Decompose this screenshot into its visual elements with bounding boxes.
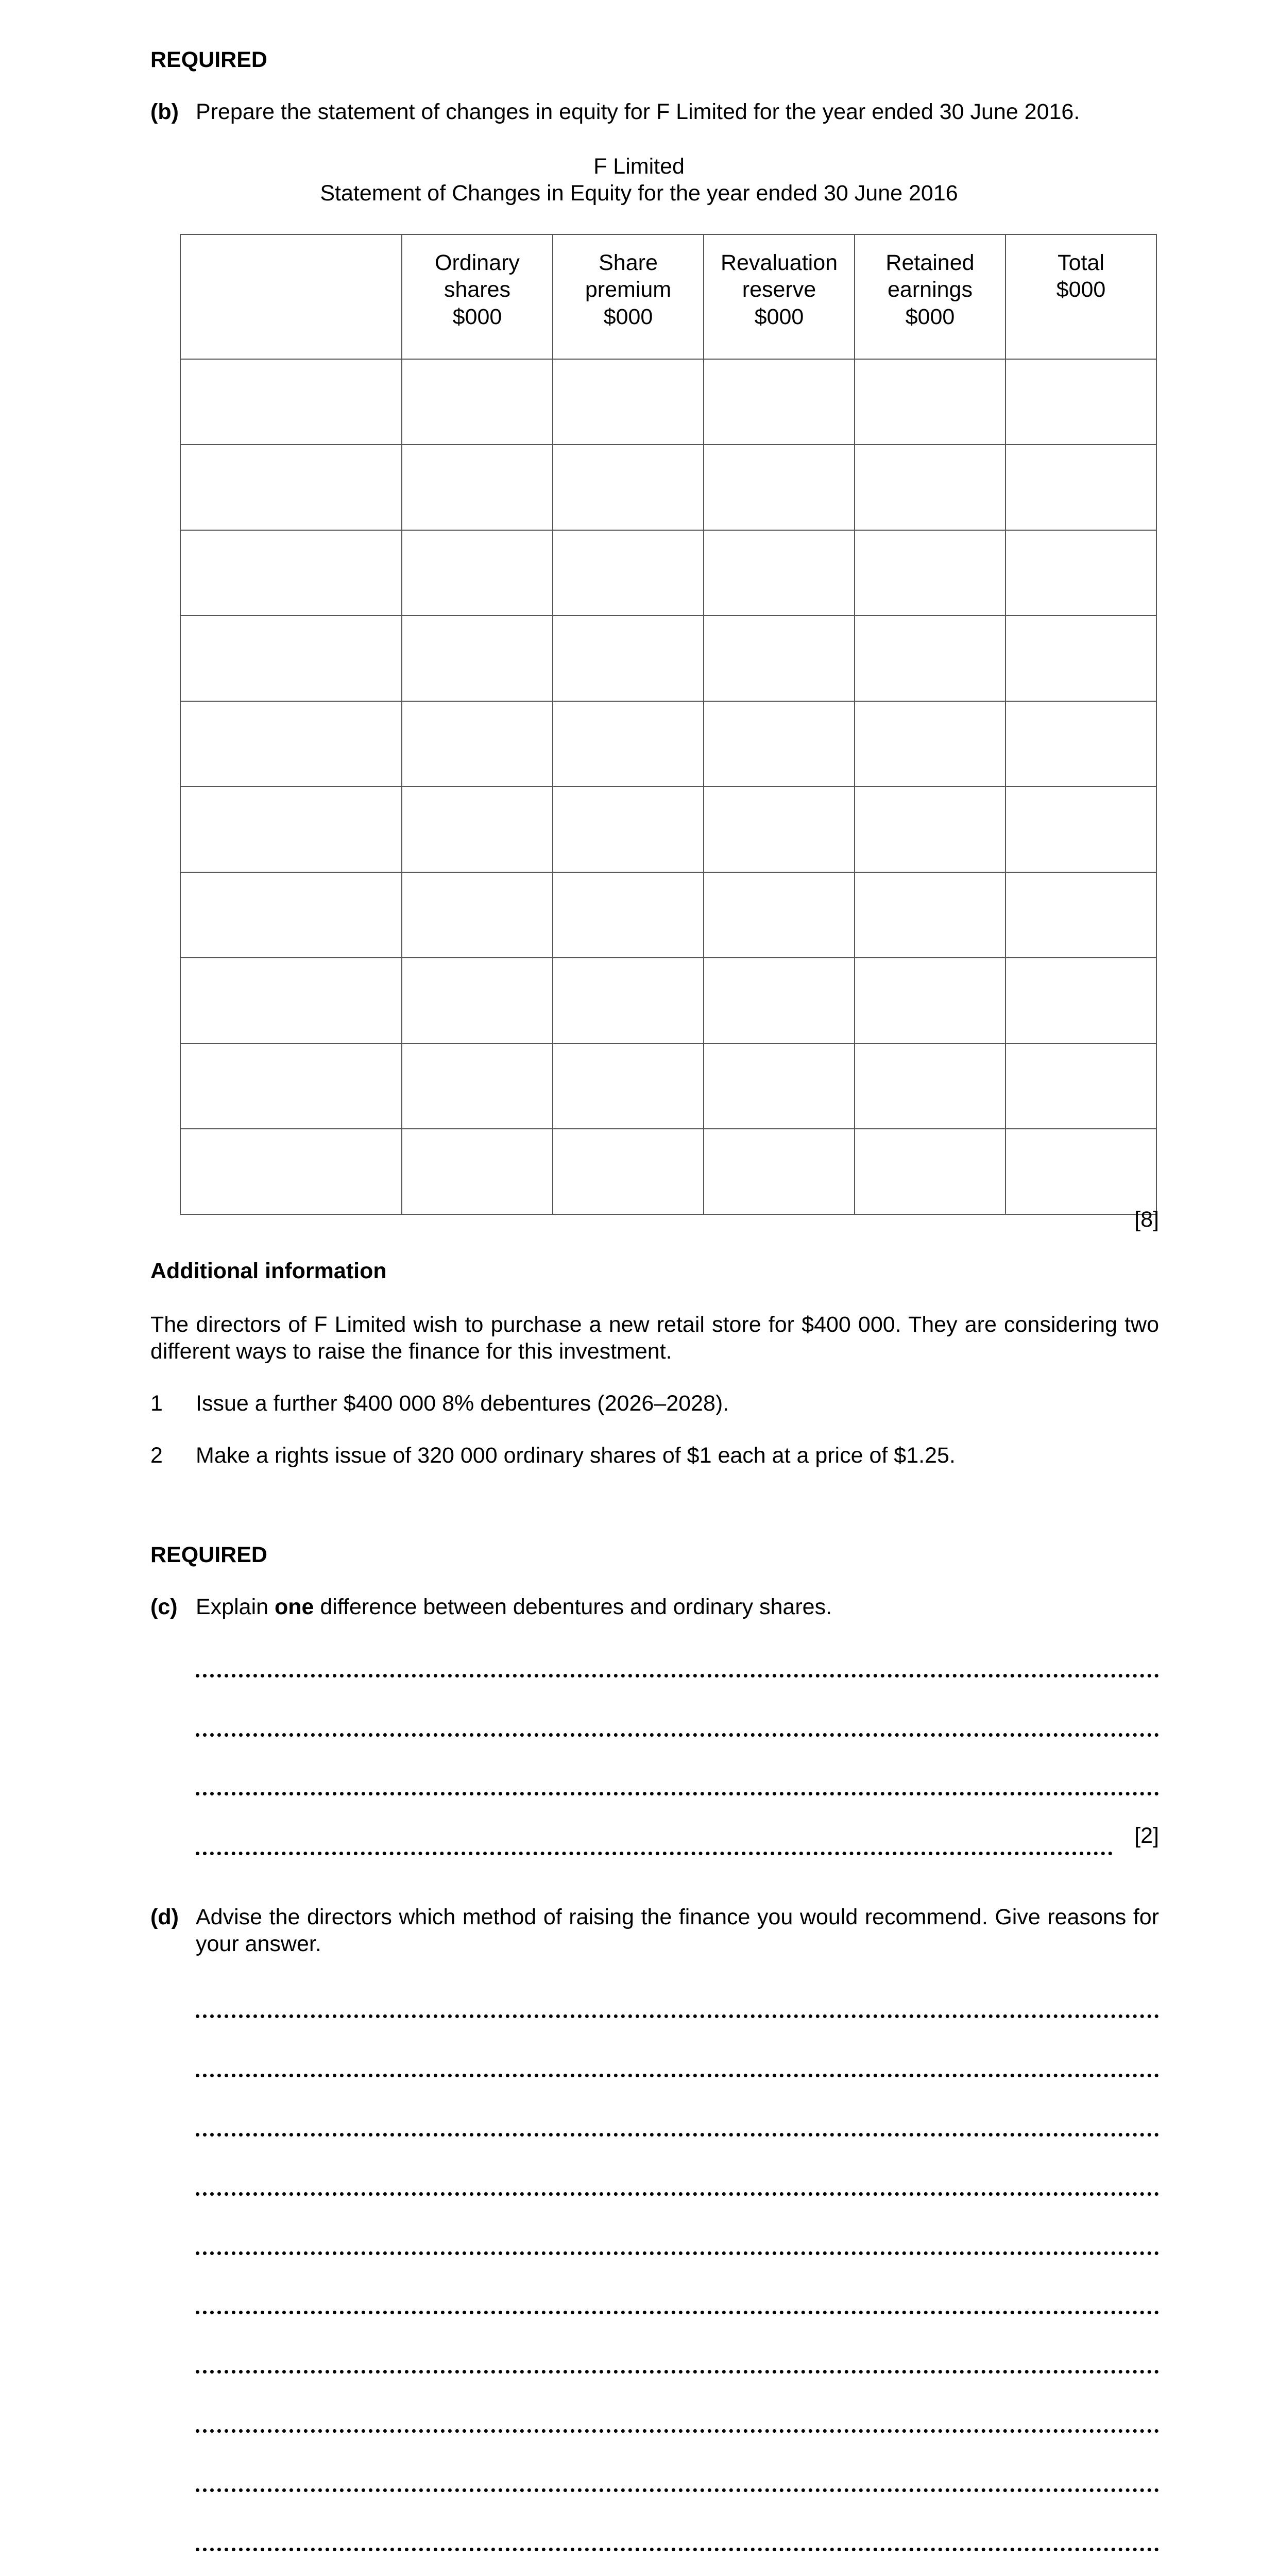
answer-cell[interactable]: [1006, 1043, 1156, 1129]
answer-line-d6[interactable]: [196, 2311, 1159, 2314]
answer-line-c4[interactable]: [196, 1852, 1113, 1855]
option-1-number: 1: [150, 1391, 163, 1416]
answer-cell[interactable]: [1006, 701, 1156, 787]
answer-cell[interactable]: [180, 359, 402, 445]
option-2-number: 2: [150, 1443, 163, 1468]
answer-line-d1[interactable]: [196, 2014, 1159, 2018]
answer-cell[interactable]: [402, 445, 553, 530]
answer-cell[interactable]: [855, 530, 1006, 616]
company-name: F Limited: [593, 154, 685, 179]
answer-cell[interactable]: [553, 1043, 704, 1129]
required-heading-2: REQUIRED: [150, 1543, 267, 1567]
answer-line-d8[interactable]: [196, 2429, 1159, 2433]
answer-cell[interactable]: [1006, 1129, 1156, 1214]
column-header-revaluation-reserve: Revaluation reserve $000: [704, 234, 855, 359]
answer-cell[interactable]: [704, 787, 855, 872]
answer-cell[interactable]: [855, 445, 1006, 530]
answer-cell[interactable]: [180, 1129, 402, 1214]
answer-cell[interactable]: [180, 787, 402, 872]
answer-cell[interactable]: [1006, 616, 1156, 701]
answer-cell[interactable]: [855, 359, 1006, 445]
answer-cell[interactable]: [855, 872, 1006, 958]
answer-line-d10[interactable]: [196, 2548, 1159, 2551]
answer-line-c3[interactable]: [196, 1792, 1159, 1795]
answer-cell[interactable]: [402, 958, 553, 1043]
answer-cell[interactable]: [704, 359, 855, 445]
answer-cell[interactable]: [553, 530, 704, 616]
table-row: [180, 1129, 1156, 1214]
answer-cell[interactable]: [180, 616, 402, 701]
table-row: [180, 787, 1156, 872]
answer-cell[interactable]: [855, 701, 1006, 787]
answer-line-d7[interactable]: [196, 2370, 1159, 2374]
answer-cell[interactable]: [704, 530, 855, 616]
answer-cell[interactable]: [402, 530, 553, 616]
answer-cell[interactable]: [553, 701, 704, 787]
answer-cell[interactable]: [1006, 445, 1156, 530]
answer-cell[interactable]: [553, 872, 704, 958]
column-header-description: [180, 234, 402, 359]
answer-cell[interactable]: [402, 616, 553, 701]
answer-cell[interactable]: [704, 958, 855, 1043]
answer-cell[interactable]: [180, 701, 402, 787]
answer-cell[interactable]: [1006, 359, 1156, 445]
required-heading-1: REQUIRED: [150, 47, 267, 72]
part-b-label: (b): [150, 99, 179, 124]
answer-cell[interactable]: [704, 616, 855, 701]
answer-cell[interactable]: [553, 1129, 704, 1214]
part-c-emphasis: one: [274, 1595, 314, 1619]
answer-cell[interactable]: [402, 787, 553, 872]
part-b-marks: [8]: [1134, 1207, 1159, 1232]
answer-cell[interactable]: [1006, 787, 1156, 872]
answer-cell[interactable]: [402, 701, 553, 787]
answer-cell[interactable]: [855, 1043, 1006, 1129]
answer-cell[interactable]: [402, 1043, 553, 1129]
answer-line-c2[interactable]: [196, 1733, 1159, 1737]
answer-cell[interactable]: [180, 1043, 402, 1129]
part-c-question: [196, 1594, 1159, 1621]
table-header-row: [180, 234, 1156, 359]
answer-cell[interactable]: [180, 445, 402, 530]
part-c-text-after: difference between debentures and ordinary shares.: [314, 1595, 832, 1619]
answer-line-d4[interactable]: [196, 2192, 1159, 2196]
answer-cell[interactable]: [553, 445, 704, 530]
answer-cell[interactable]: [180, 872, 402, 958]
answer-cell[interactable]: [704, 701, 855, 787]
answer-line-d5[interactable]: [196, 2251, 1159, 2255]
table-row: [180, 616, 1156, 701]
answer-cell[interactable]: [1006, 530, 1156, 616]
answer-line-d3[interactable]: [196, 2133, 1159, 2137]
answer-cell[interactable]: [402, 1129, 553, 1214]
part-b-question: Prepare the statement of changes in equity for F Limited for the year ended 30 June 2016.: [196, 99, 1080, 124]
answer-cell[interactable]: [553, 787, 704, 872]
part-d-label: (d): [150, 1905, 179, 1929]
answer-cell[interactable]: [855, 616, 1006, 701]
answer-cell[interactable]: [1006, 958, 1156, 1043]
table-row: [180, 445, 1156, 530]
part-c-text-before: Explain: [196, 1595, 275, 1619]
column-header-total: Total $000: [1006, 234, 1156, 359]
table-row: [180, 530, 1156, 616]
table-row: [180, 958, 1156, 1043]
answer-cell[interactable]: [180, 530, 402, 616]
answer-cell[interactable]: [855, 958, 1006, 1043]
answer-cell[interactable]: [704, 872, 855, 958]
answer-cell[interactable]: [704, 1129, 855, 1214]
answer-cell[interactable]: [553, 958, 704, 1043]
equity-statement-table: [180, 234, 1157, 1215]
table-row: [180, 359, 1156, 445]
answer-cell[interactable]: [553, 359, 704, 445]
answer-cell[interactable]: [402, 872, 553, 958]
answer-line-d9[interactable]: [196, 2488, 1159, 2492]
answer-cell[interactable]: [553, 616, 704, 701]
part-d-question: Advise the directors which method of raising the finance you would recommend. Give reasons for your answer.: [196, 1905, 1159, 1956]
answer-cell[interactable]: [1006, 872, 1156, 958]
additional-info-heading: Additional information: [150, 1259, 387, 1283]
statement-title: Statement of Changes in Equity for the year ended 30 June 2016: [320, 181, 958, 206]
answer-cell[interactable]: [855, 787, 1006, 872]
additional-info-text: The directors of F Limited wish to purchase a new retail store for $400 000. They are considering two different ways to raise the finance for this investment.: [150, 1312, 1159, 1364]
answer-line-d2[interactable]: [196, 2074, 1159, 2077]
part-c-marks: [2]: [1134, 1823, 1159, 1848]
table-row: [180, 872, 1156, 958]
column-header-retained-earnings: Retained earnings $000: [855, 234, 1006, 359]
column-header-ordinary-shares: Ordinary shares $000: [402, 234, 553, 359]
table-row: [180, 701, 1156, 787]
option-1-text: Issue a further $400 000 8% debentures (2026–2028).: [196, 1391, 729, 1416]
option-2-text: Make a rights issue of 320 000 ordinary shares of $1 each at a price of $1.25.: [196, 1443, 956, 1468]
answer-cell[interactable]: [704, 1043, 855, 1129]
table-row: [180, 1043, 1156, 1129]
column-header-share-premium: Share premium $000: [553, 234, 704, 359]
answer-cell[interactable]: [855, 1129, 1006, 1214]
part-c-label: (c): [150, 1595, 178, 1619]
answer-cell[interactable]: [402, 359, 553, 445]
answer-cell[interactable]: [180, 958, 402, 1043]
answer-line-c1[interactable]: [196, 1674, 1159, 1677]
answer-cell[interactable]: [704, 445, 855, 530]
